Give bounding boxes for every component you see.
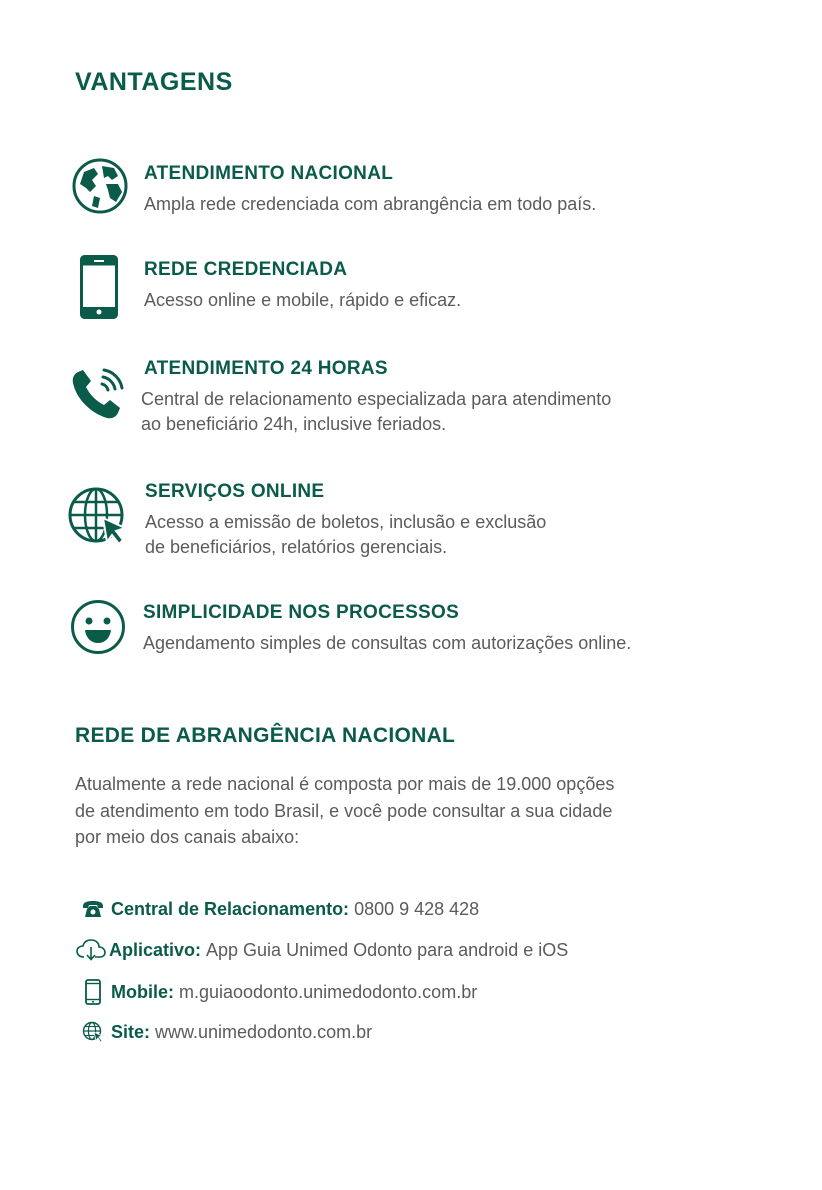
advantage-title: ATENDIMENTO 24 HORAS — [144, 358, 388, 379]
advantage-description: Acesso online e mobile, rápido e eficaz. — [144, 290, 462, 310]
advantage-description: Agendamento simples de consultas com autorizações online. — [143, 633, 632, 653]
intro-line: de atendimento em todo Brasil, e você pode consultar a sua cidade — [75, 800, 613, 821]
description-line: de beneficiários, relatórios gerenciais. — [145, 537, 448, 557]
channel-label: Central de Relacionamento: — [111, 898, 350, 919]
intro-line: Atualmente a rede nacional é composta por mais de 19.000 opções — [75, 774, 615, 794]
smiley-icon — [70, 599, 126, 655]
channel-row — [78, 1019, 372, 1045]
description-line: Acesso a emissão de boletos, inclusão e exclusão — [145, 512, 547, 532]
section-title-vantagens: VANTAGENS — [75, 68, 233, 96]
phone-call-icon — [70, 366, 126, 422]
channel-value[interactable]: 0800 9 428 428 — [354, 898, 480, 919]
description-line: ao beneficiário 24h, inclusive feriados. — [141, 414, 447, 434]
channel-row — [78, 896, 479, 922]
section-title-rede: REDE DE ABRANGÊNCIA NACIONAL — [75, 724, 456, 747]
channel-row — [78, 979, 477, 1005]
intro-line: por meio dos canais abaixo: — [75, 827, 300, 847]
globe-cursor-icon — [78, 1020, 108, 1044]
mobile-icon — [78, 980, 108, 1004]
rede-intro — [75, 771, 614, 851]
telephone-icon — [78, 897, 108, 921]
advantage-description: Ampla rede credenciada com abrangência em todo país. — [144, 194, 597, 214]
advantage-title: ATENDIMENTO NACIONAL — [144, 163, 394, 184]
advantage-title: SIMPLICIDADE NOS PROCESSOS — [143, 602, 460, 623]
channel-value[interactable]: www.unimedodonto.com.br — [155, 1021, 373, 1042]
globe-icon — [72, 158, 128, 214]
description-line: Central de relacionamento especializada para atendimento — [141, 389, 612, 409]
channel-value[interactable]: App Guia Unimed Odonto para android e iOS — [206, 939, 569, 960]
channel-label: Mobile: — [111, 981, 174, 1002]
channel-row — [76, 937, 568, 963]
channel-label: Aplicativo: — [109, 939, 202, 960]
channel-label: Site: — [111, 1021, 151, 1042]
smartphone-icon — [80, 255, 118, 319]
channel-value[interactable]: m.guiaoodonto.unimedodonto.com.br — [179, 981, 478, 1002]
advantage-title: SERVIÇOS ONLINE — [145, 481, 325, 502]
cloud-download-icon — [76, 938, 106, 962]
advantage-description — [141, 387, 611, 437]
advantage-description — [145, 510, 546, 560]
web-cursor-icon — [67, 486, 129, 548]
advantage-title: REDE CREDENCIADA — [144, 259, 348, 280]
